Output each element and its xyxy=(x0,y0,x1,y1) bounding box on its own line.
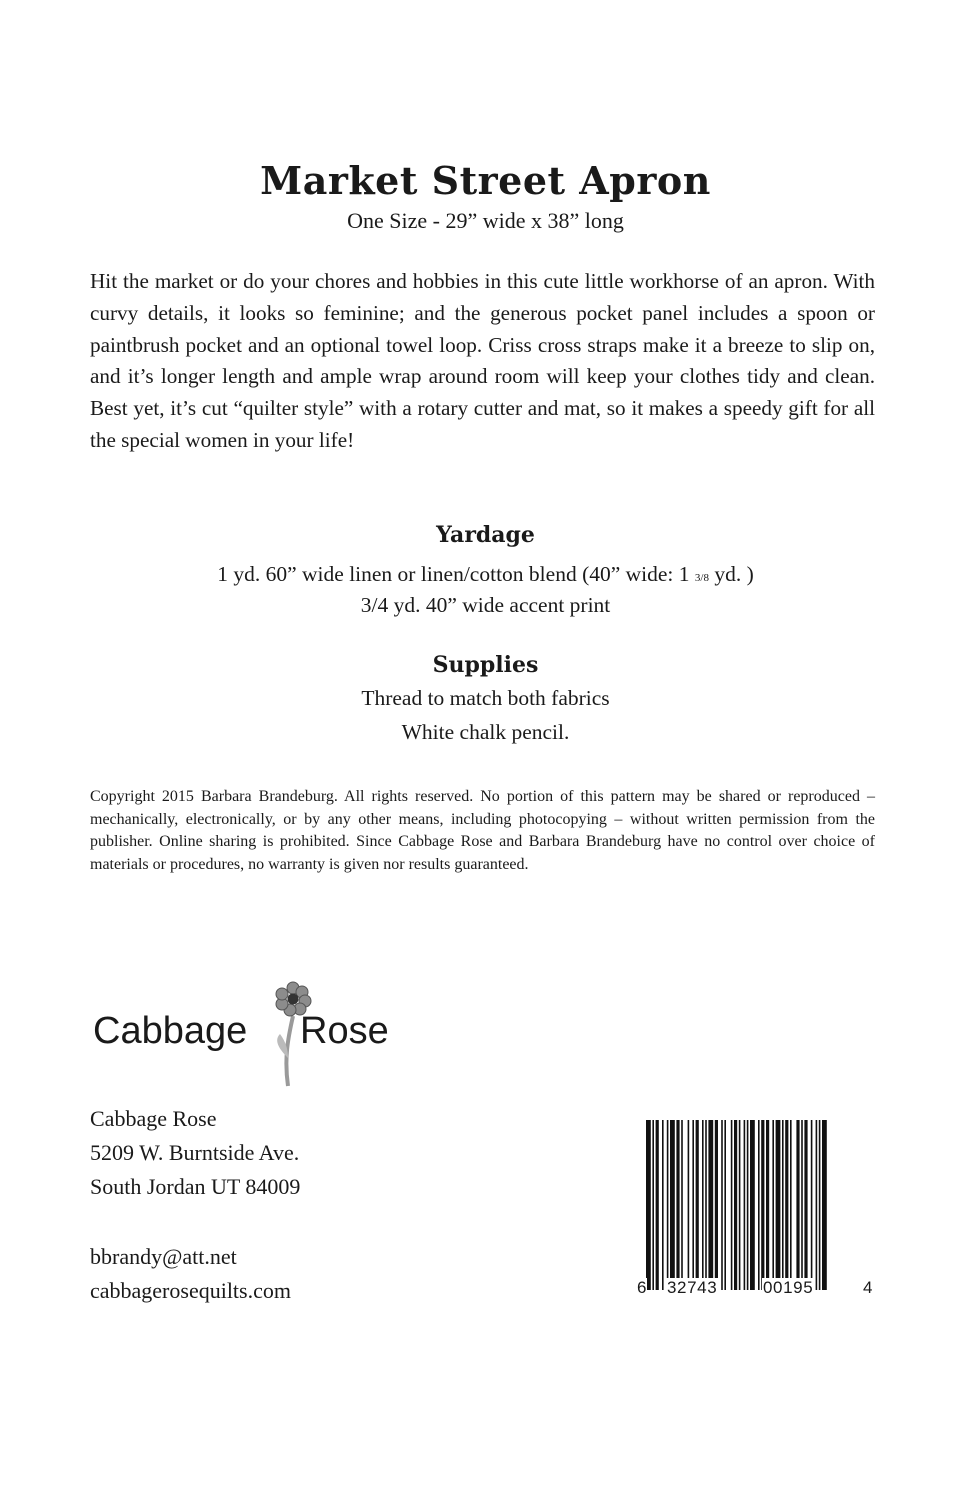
barcode xyxy=(636,1120,874,1304)
barcode-bar xyxy=(702,1120,704,1290)
barcode-bar xyxy=(796,1120,799,1290)
yardage-linen-end: yd. ) xyxy=(708,562,754,586)
barcode-bar xyxy=(721,1120,723,1290)
barcode-bar xyxy=(772,1120,774,1290)
barcode-bar xyxy=(696,1120,699,1290)
barcode-bar xyxy=(766,1120,769,1290)
barcode-bar xyxy=(708,1120,713,1290)
yardage-linen-text: 1 yd. 60” wide linen or linen/cotton blend (40” wide: 1 xyxy=(217,562,695,586)
barcode-bar xyxy=(785,1120,788,1290)
yardage-item-accent: 3/4 yd. 40” wide accent print xyxy=(360,593,611,617)
logo-wordmark-rose: Rose xyxy=(300,1010,389,1052)
barcode-group-1: 32743 xyxy=(667,1278,718,1297)
barcode-number xyxy=(636,1278,874,1304)
barcode-bar xyxy=(816,1120,818,1290)
barcode-bar xyxy=(670,1120,675,1290)
supplies-item: White chalk pencil. xyxy=(401,720,570,744)
barcode-bar xyxy=(819,1120,821,1290)
barcode-bar xyxy=(804,1120,807,1290)
barcode-bar xyxy=(681,1120,683,1290)
contact-website[interactable]: cabbagerosequilts.com xyxy=(90,1278,291,1303)
yardage-heading: Yardage xyxy=(436,522,535,548)
barcode-bar xyxy=(724,1120,726,1290)
barcode-bar xyxy=(739,1120,741,1290)
barcode-bar xyxy=(646,1120,651,1290)
barcode-bar xyxy=(776,1120,781,1290)
barcode-digit-left: 6 xyxy=(637,1278,647,1297)
barcode-bar xyxy=(747,1120,749,1290)
barcode-bar xyxy=(790,1120,792,1290)
barcode-digit-right: 4 xyxy=(863,1278,873,1297)
pattern-description: Hit the market or do your chores and hobbies in this cute little workhorse of an apron. With curvy details, it looks so feminine; and the generous pocket panel includes a spoon or paintbrush pocket and an optional towel loop. Criss cross straps make it a breeze to slip on, and it’s longer length and ample wrap around room will keep your clothes tidy and clean. Best yet, it’s cut “quilter style” with a rotary cutter and mat, so it makes a speedy gift for all the special women in your life! xyxy=(90,269,875,452)
barcode-bar xyxy=(705,1120,707,1290)
barcode-bar xyxy=(822,1120,827,1290)
copyright-notice: Copyright 2015 Barbara Brandeburg. All rights reserved. No portion of this pattern may be shared or reproduced – mechanically, electronically, or by any other means, including photocopying – without written permission from the publisher. Online sharing is prohibited. Since Cabbage Rose and Barbara Brandeburg have no control over choice of materials or procedures, no warranty is given nor results guaranteed. xyxy=(90,788,875,873)
barcode-bar xyxy=(676,1120,679,1290)
barcode-bar xyxy=(811,1120,813,1290)
publisher-street: 5209 W. Burntside Ave. xyxy=(90,1140,300,1165)
barcode-bar xyxy=(731,1120,733,1290)
barcode-group-2: 00195 xyxy=(763,1278,814,1297)
logo-wordmark-cabbage: Cabbage xyxy=(93,1010,248,1052)
barcode-bar xyxy=(734,1120,737,1290)
barcode-bar xyxy=(667,1120,669,1290)
yardage-item-linen xyxy=(0,562,971,587)
publisher-name: Cabbage Rose xyxy=(90,1106,217,1131)
supplies-item: Thread to match both fabrics xyxy=(361,686,610,710)
supplies-heading: Supplies xyxy=(432,652,539,678)
barcode-bar xyxy=(692,1120,694,1290)
barcode-bar xyxy=(782,1120,784,1290)
publisher-city: South Jordan UT 84009 xyxy=(90,1174,301,1199)
barcode-bar xyxy=(662,1120,664,1290)
barcode-bar xyxy=(744,1120,746,1290)
barcode-bar xyxy=(750,1120,755,1290)
barcode-bar xyxy=(656,1120,659,1290)
barcode-bar xyxy=(801,1120,803,1290)
contact-email[interactable]: bbrandy@att.net xyxy=(90,1244,237,1269)
barcode-bar xyxy=(761,1120,764,1290)
barcode-bar xyxy=(652,1120,654,1290)
barcode-bar xyxy=(715,1120,718,1290)
yardage-fraction: 3/8 xyxy=(694,572,709,584)
pattern-size: One Size - 29” wide x 38” long xyxy=(347,208,624,233)
barcode-bar xyxy=(758,1120,760,1290)
pattern-title: Market Street Apron xyxy=(260,158,711,203)
barcode-bar xyxy=(688,1120,690,1290)
